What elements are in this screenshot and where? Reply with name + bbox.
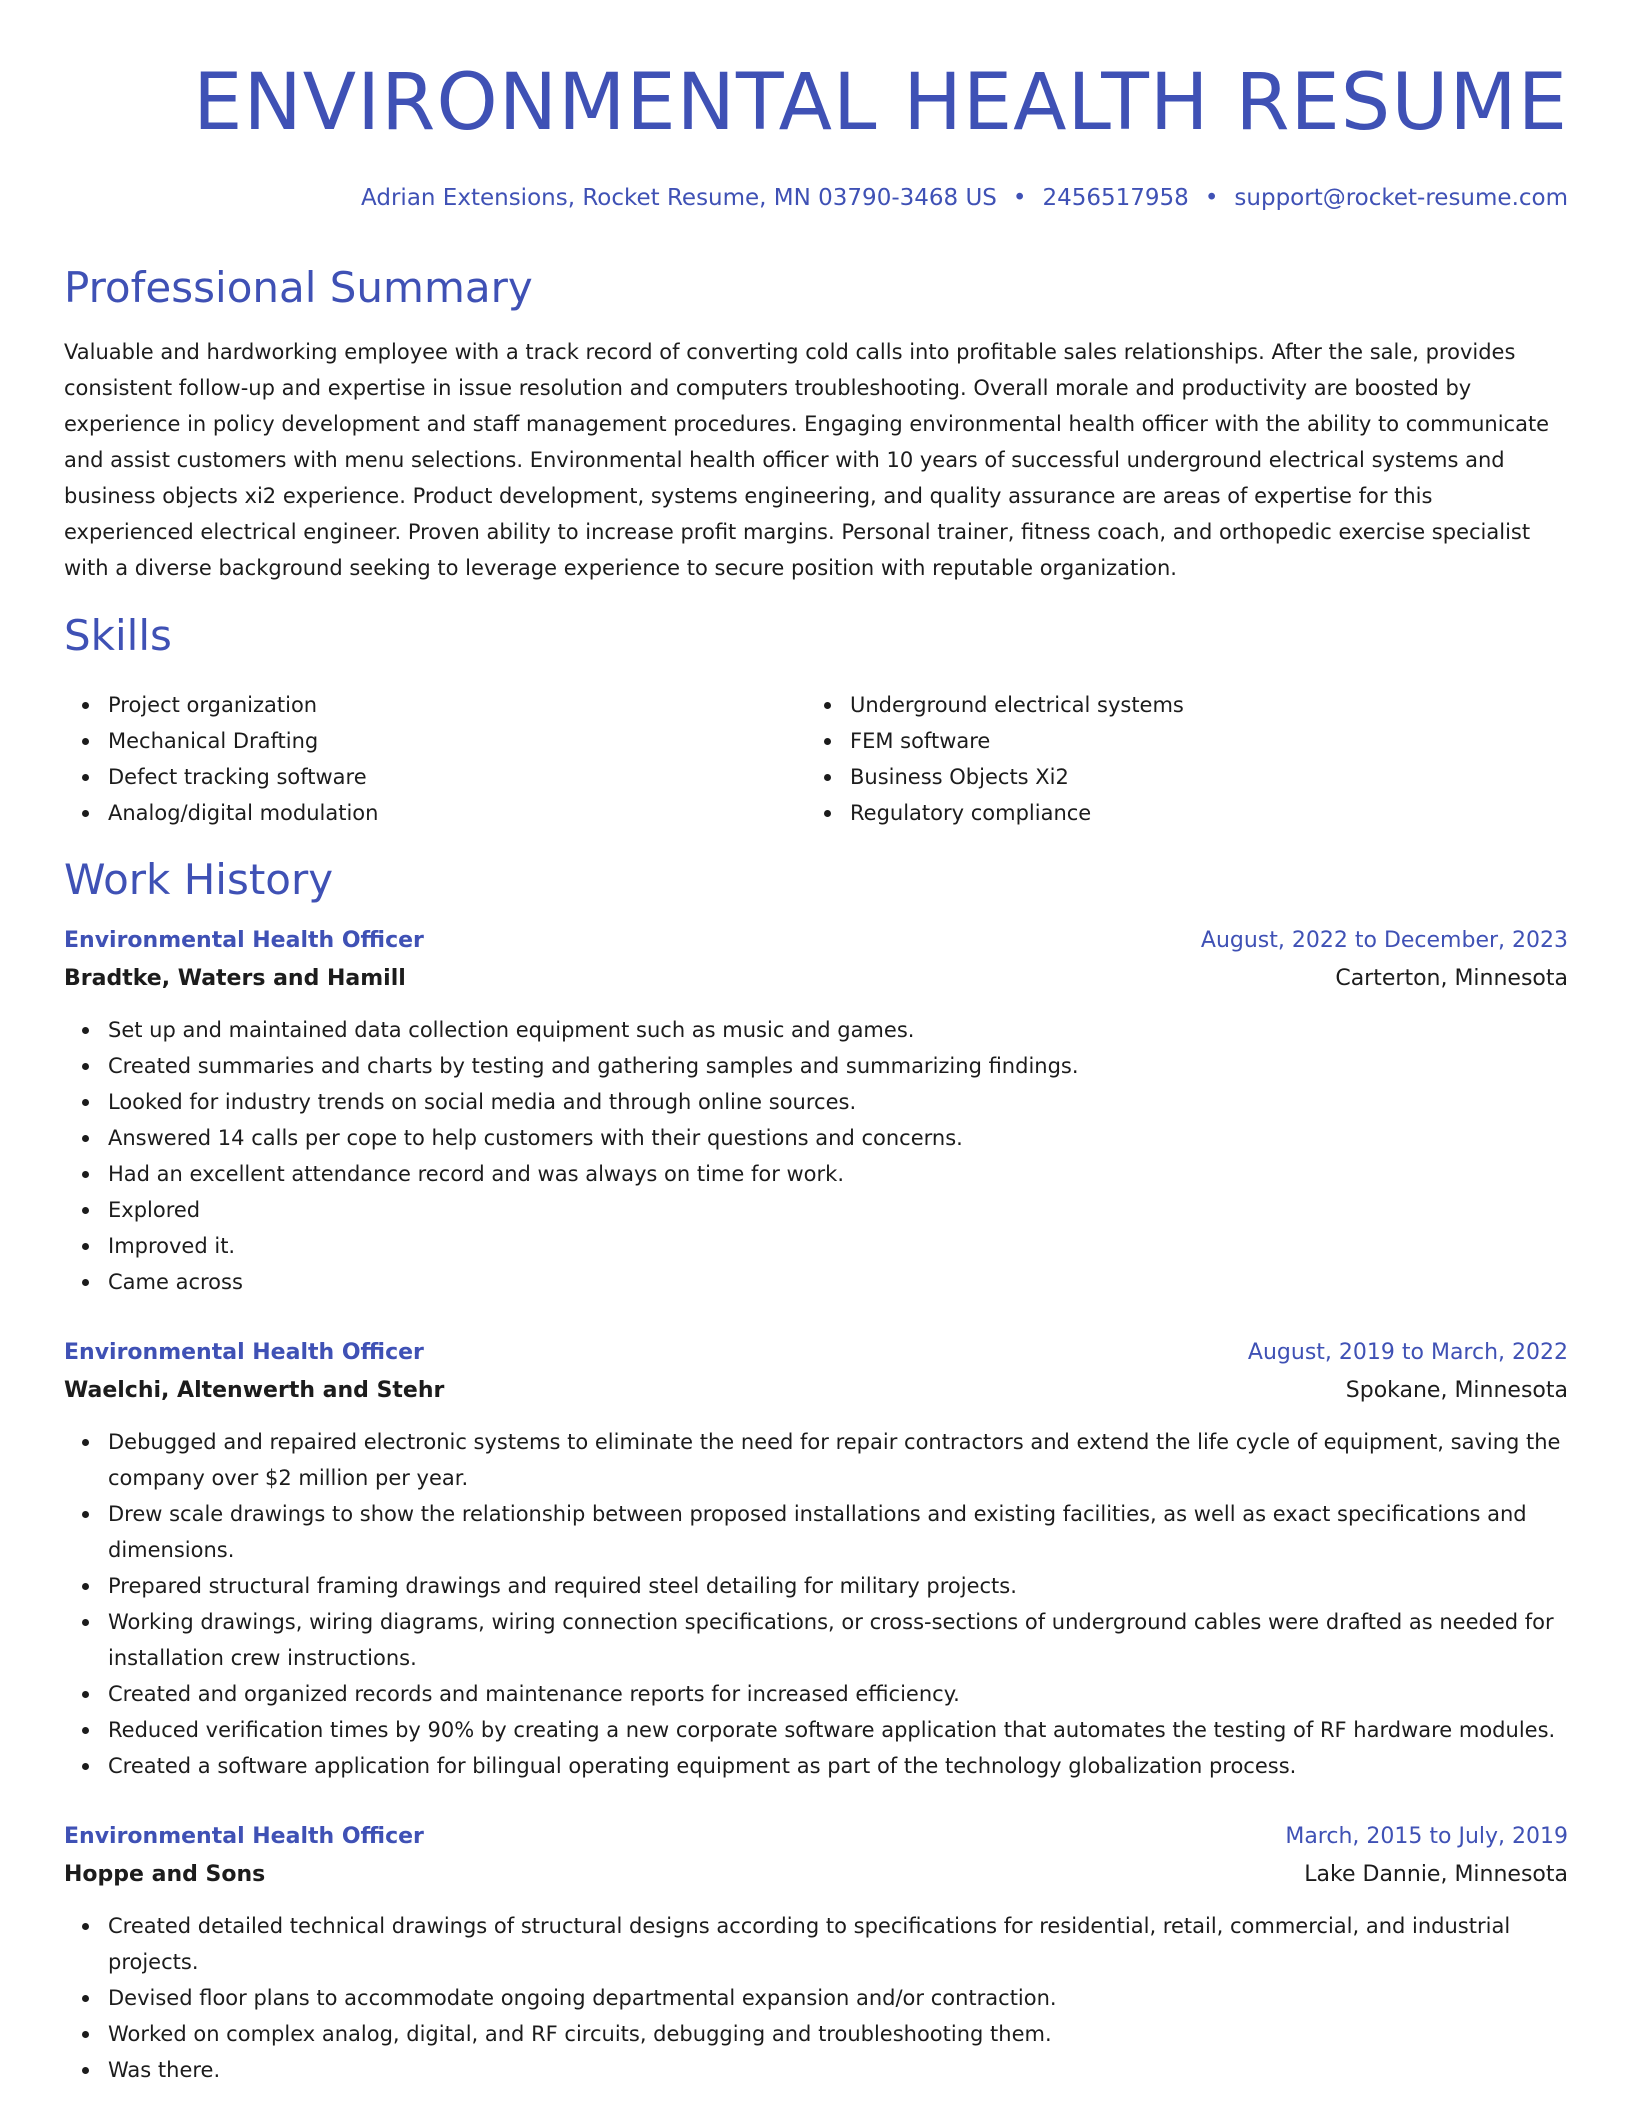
job-entry [64,922,1568,1300]
contact-address: Adrian Extensions, Rocket Resume, MN 03790-3468 US [361,185,997,211]
job-bullet: Explored [108,1192,1568,1228]
skill-item: Regulatory compliance [850,795,1548,831]
job-bullet: Set up and maintained data collection equipment such as music and games. [108,1012,1568,1048]
job-bullet: Created detailed technical drawings of structural designs according to specifications for residential, retail, commercial, and industrial projects. [108,1908,1568,1980]
job-bullets [64,1424,1568,1784]
job-bullet: Created a software application for bilingual operating equipment as part of the technology globalization process. [108,1748,1568,1784]
job-bullet: Worked on complex analog, digital, and RF circuits, debugging and troubleshooting them. [108,2016,1568,2052]
job-bullet: Improved it. [108,1228,1568,1264]
skill-item: Project organization [108,687,806,723]
job-bullet: Answered 14 calls per cope to help customers with their questions and concerns. [108,1120,1568,1156]
skill-item: Mechanical Drafting [108,723,806,759]
job-bullet: Came across [108,1264,1568,1300]
job-company: Waelchi, Altenwerth and Stehr [64,1378,445,1403]
summary-heading: Professional Summary [64,263,533,312]
contact-phone: 2456517958 [1042,185,1189,211]
job-company: Bradtke, Waters and Hamill [64,966,406,991]
job-title: Environmental Health Officer [64,1340,424,1365]
job-entry [64,1818,1568,2088]
skills-column-left [64,687,806,831]
skills-list [64,687,1568,831]
job-bullets [64,1908,1568,2088]
job-dates: August, 2022 to December, 2023 [1200,928,1568,953]
job-bullet: Created summaries and charts by testing and gathering samples and summarizing findings. [108,1048,1568,1084]
skill-item: Underground electrical systems [850,687,1548,723]
skills-column-right [806,687,1548,831]
work-history-heading: Work History [64,855,334,904]
skill-item: Business Objects Xi2 [850,759,1548,795]
job-bullet: Created and organized records and maintenance reports for increased efficiency. [108,1676,1568,1712]
job-bullet: Working drawings, wiring diagrams, wiring connection specifications, or cross-sections of underground cables were drafted as needed for installation crew instructions. [108,1604,1568,1676]
skill-item: FEM software [850,723,1548,759]
contact-separator: • [1012,185,1027,211]
job-bullet: Was there. [108,2052,1568,2088]
job-bullet: Drew scale drawings to show the relationship between proposed installations and existing facilities, as well as exact specifications and dimensions. [108,1496,1568,1568]
skill-item: Analog/digital modulation [108,795,806,831]
skill-item: Defect tracking software [108,759,806,795]
job-location: Lake Dannie, Minnesota [1304,1862,1568,1887]
contact-email[interactable]: support@rocket-resume.com [1234,185,1568,211]
resume-title: ENVIRONMENTAL HEALTH RESUME [193,58,1568,148]
job-title: Environmental Health Officer [64,1824,424,1849]
job-dates: August, 2019 to March, 2022 [1247,1340,1568,1365]
job-bullets [64,1012,1568,1300]
summary-text: Valuable and hardworking employee with a track record of converting cold calls into profitable sales relationships. After the sale, provides consistent follow-up and expertise in issue resolution and computers troubleshooting. Overall morale and productivity are boosted by experience in policy development and staff management procedures. Engaging environmental health officer with the ability to communicate and assist customers with menu selections. Environmental health officer with 10 years of successful underground electrical systems and business objects xi2 experience. Product development, systems engineering, and quality assurance are areas of expertise for this experienced electrical engineer. Proven ability to increase profit margins. Personal trainer, fitness coach, and orthopedic exercise specialist with a diverse background seeking to leverage experience to secure position with reputable organization. [64,340,1550,580]
job-company: Hoppe and Sons [64,1862,266,1887]
job-bullet: Had an excellent attendance record and was always on time for work. [108,1156,1568,1192]
job-title: Environmental Health Officer [64,928,424,953]
job-bullet: Prepared structural framing drawings and required steel detailing for military projects. [108,1568,1568,1604]
job-entry [64,1334,1568,1784]
job-bullet: Looked for industry trends on social media and through online sources. [108,1084,1568,1120]
job-bullet: Debugged and repaired electronic systems to eliminate the need for repair contractors and extend the life cycle of equipment, saving the company over $2 million per year. [108,1424,1568,1496]
job-bullet: Devised floor plans to accommodate ongoing departmental expansion and/or contraction. [108,1980,1568,2016]
contact-line [361,182,1568,214]
job-location: Carterton, Minnesota [1335,966,1568,991]
skills-heading: Skills [64,611,172,660]
contact-separator: • [1204,185,1219,211]
job-dates: March, 2015 to July, 2019 [1285,1824,1568,1849]
job-bullet: Reduced verification times by 90% by creating a new corporate software application that automates the testing of RF hardware modules. [108,1712,1568,1748]
job-location: Spokane, Minnesota [1345,1378,1568,1403]
